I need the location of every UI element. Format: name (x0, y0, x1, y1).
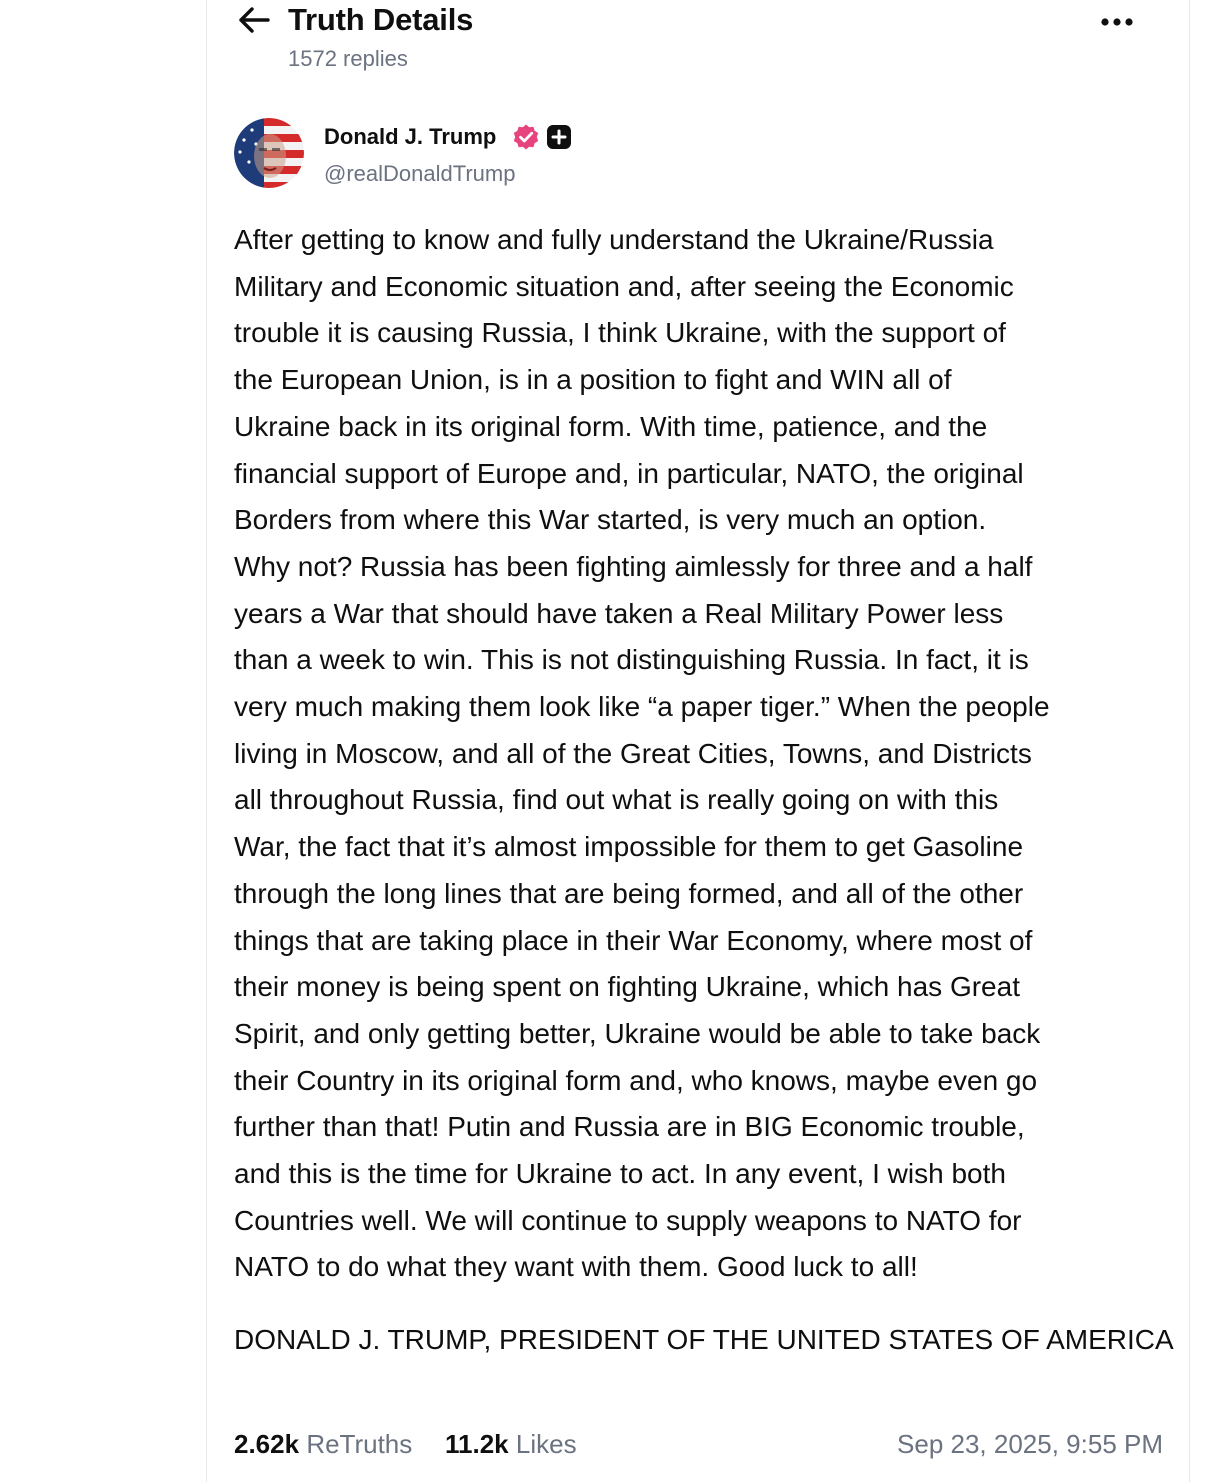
post-stats (234, 1424, 1163, 1464)
retruths-count: 2.62k (234, 1429, 300, 1459)
author-name[interactable]: Donald J. Trump (324, 124, 497, 149)
post-text: After getting to know and fully understand the Ukraine/Russia Military and Economic situation and, after seeing the Economic trouble it is causing Russia, I think Ukraine, with the support of the European Union, is in a position to fight and WIN all of Ukraine back in its original form. With time, patience, and the financial support of Europe and, in particular, NATO, the original Borders from where this War started, is very much an option. Why not? Russia has been fighting aimlessly for three and a half years a War that should have taken a Real Military Power less than a week to win. This is not distinguishing Russia. In fact, it is very much making them look like “a paper tiger.” When the people living in Moscow, and all of the Great Cities, Towns, and Districts all throughout Russia, find out what is really going on with this War, the fact that it’s almost impossible for them to get Gasoline through the long lines that are being formed, and all of the other things that are taking place in their War Economy, where most of their money is being spent on fighting Ukraine, which has Great Spirit, and only getting better, Ukraine would be able to take back their Country in its original form and, who knows, maybe even go further than that! Putin and Russia are in BIG Economic trouble, and this is the time for Ukraine to act. In any event, I wish both Countries well. We will continue to supply weapons to NATO for NATO to do what they want with them. Good luck to all! (234, 224, 1050, 1283)
post-author (234, 118, 834, 190)
likes-stat[interactable] (445, 1424, 577, 1464)
post-signature: DONALD J. TRUMP, PRESIDENT OF THE UNITED STATES OF AMERICA (234, 1324, 1174, 1355)
author-badges (512, 123, 572, 151)
retruths-label: ReTruths (306, 1429, 413, 1459)
more-horizontal-icon (1100, 17, 1134, 27)
likes-count: 11.2k (445, 1429, 509, 1459)
page-header (207, 0, 1189, 90)
avatar[interactable] (234, 118, 304, 188)
retruths-stat[interactable] (234, 1424, 412, 1464)
truth-details-panel (206, 0, 1190, 1482)
verified-badge-icon (512, 123, 540, 151)
arrow-left-icon (237, 5, 271, 35)
avatar-image (234, 118, 304, 188)
post-timestamp: Sep 23, 2025, 9:55 PM (897, 1429, 1163, 1459)
plus-badge-icon (546, 124, 572, 150)
more-options-button[interactable] (1097, 6, 1137, 38)
reply-count[interactable]: 1572 replies (288, 46, 408, 71)
page-title: Truth Details (288, 2, 474, 37)
author-handle[interactable]: @realDonaldTrump (324, 161, 516, 186)
likes-label: Likes (515, 1429, 577, 1459)
back-button[interactable] (234, 4, 274, 36)
